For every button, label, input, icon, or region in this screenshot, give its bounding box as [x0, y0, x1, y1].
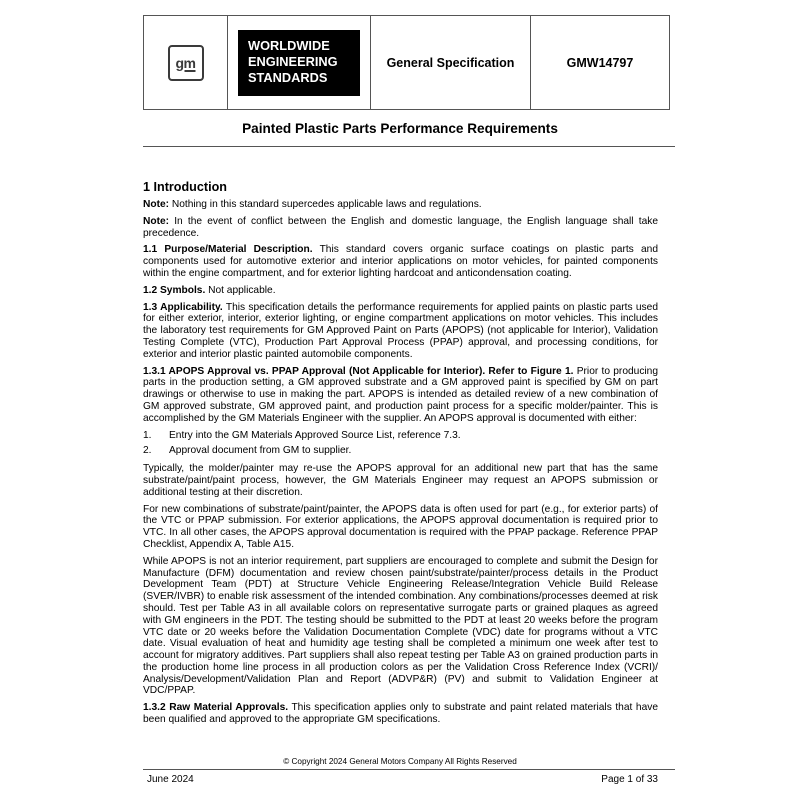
standards-line-1: WORLDWIDE	[248, 37, 330, 53]
section-1-1	[143, 244, 658, 279]
list-text: Approval document from GM to supplier.	[169, 445, 352, 457]
list-item	[143, 445, 658, 457]
section-text: This standard covers organic surface coatings on plastic parts and components used for automotive exterior and interior applications on motor vehicles, for painted components within the engine compartment, and for exterior lighting hardcoat and anticondensation coating.	[143, 244, 658, 279]
section-label: 1.2 Symbols.	[143, 284, 206, 296]
section-1-3-2	[143, 702, 658, 726]
section-1-3-1	[143, 366, 658, 425]
section-heading-introduction: 1 Introduction	[143, 180, 227, 194]
note-laws	[143, 199, 658, 211]
apops-documentation-list	[143, 430, 658, 458]
paragraph-typically: Typically, the molder/painter may re-use the APOPS approval for an additional new part that has the same substrate/paint/paint process, however, the GM Materials Engineer may request an APOPS submission or additional testing at their discretion.	[143, 463, 658, 498]
section-text: This specification applies only to substrate and paint related materials that have been qualified and approved to the appropriate GM specifications.	[143, 702, 658, 726]
section-text: Prior to producing parts in the production setting, a GM approved substrate and a GM approved paint is specified by GM on part drawings or otherwise to use in making the part. APOPS is intended as detailed review of a new combination of GM approved substrate, GM approved paint, and production paint process for a specific molder/painter. This is accomplished by the GM Materials Engineer with the supplier. An APOPS approval is documented with either:	[143, 365, 659, 424]
section-label: 1.3.2 Raw Material Approvals.	[143, 702, 289, 714]
section-text: Not applicable.	[205, 284, 276, 296]
section-1-3	[143, 302, 658, 361]
section-label: 1.3.1 APOPS Approval vs. PPAP Approval (Not Applicable for Interior). Refer to Figure 1.	[143, 365, 574, 377]
list-number: 2.	[143, 445, 152, 457]
document-header	[143, 15, 670, 110]
publication-date: June 2024	[147, 774, 194, 785]
list-text: Entry into the GM Materials Approved Source List, reference 7.3.	[169, 429, 461, 441]
note-text: Nothing in this standard supercedes applicable laws and regulations.	[169, 199, 482, 210]
footer-divider	[143, 769, 675, 770]
list-number: 1.	[143, 429, 152, 441]
spec-type: General Specification	[371, 16, 531, 109]
section-1-2	[143, 285, 658, 297]
standards-cell	[228, 16, 371, 109]
document-title: Painted Plastic Parts Performance Requirements	[242, 121, 558, 136]
section-text: This specification details the performance requirements for applied paints on plastic parts used for either exterior, interior, exterior lighting, or engine compartment applications on motor vehicles. This includes the laboratory test requirements for GM Approved Paint on Parts (APOPS) (not applicable for Interior), Validation Testing Complete (VTC), Production Part Approval Process (PPAP) approval, and processing conditions, for exterior and interior plastic painted automobile components.	[143, 301, 658, 360]
paragraph-new-combinations: For new combinations of substrate/paint/painter, the APOPS data is often used for part (e.g., for exterior parts) of the VTC or PPAP submission. For exterior applications, the APOPS approval documentation is required prior to VTC. In all other cases, the APOPS approval documentation is required with the PPAP package. Reference PPAP Checklist, Appendix A, Table A15.	[143, 503, 658, 550]
document-body	[143, 179, 658, 731]
note-label: Note:	[143, 215, 170, 227]
logo-cell	[144, 16, 228, 109]
standards-line-3: STANDARDS	[248, 69, 328, 85]
note-label: Note:	[143, 199, 170, 210]
section-label: 1.1 Purpose/Material Description.	[143, 244, 313, 256]
gm-logo-text: gm	[175, 54, 196, 71]
list-item	[143, 430, 658, 442]
copyright-notice: © Copyright 2024 General Motors Company All Rights Reserved	[283, 757, 517, 766]
standards-line-2: ENGINEERING	[248, 53, 338, 69]
page-number: Page 1 of 33	[601, 774, 658, 785]
title-divider	[143, 146, 675, 147]
note-text: In the event of conflict between the English and domestic language, the English language shall take precedence.	[143, 215, 658, 239]
section-label: 1.3 Applicability.	[143, 301, 223, 313]
paragraph-interior-encouragement: While APOPS is not an interior requirement, part suppliers are encouraged to complete and submit the Design for Manufacture (DFM) documentation and review chosen paint/substrate/painter/process details in the Product Development Team (PDT) at Structure Vehicle Engineering Release/Integration Vehicle Build Release (SVER/IVBR) to enable risk assessment of the intended combination. Any combinations/processes deemed at risk should. Test per Table A3 in all available colors on representative surrogate parts or grained plaques as agreed with GM engineers in the PDT. The testing should be submitted to the PDT at least 20 weeks before the program VTC date or 20 weeks before the Validation Documentation Complete (VDC) date for programs without a VTC date. Visual evaluation of heat and humidity age testing shall be completed a minimum one week after test to account for migratory additives. Part suppliers shall also repeat testing per Table A3 on grained production parts in the production home line process in all production colors as per the Validation Cross Reference Index (VCRI)/ Analysis/Development/Validation Plan and Report (ADVP&R) (PV) and submit to Validation Engineer at VDC/PPAP.	[143, 555, 658, 697]
spec-code: GMW14797	[566, 55, 634, 70]
worldwide-engineering-standards-badge	[238, 30, 360, 96]
note-language	[143, 216, 658, 240]
gm-logo	[168, 45, 204, 81]
